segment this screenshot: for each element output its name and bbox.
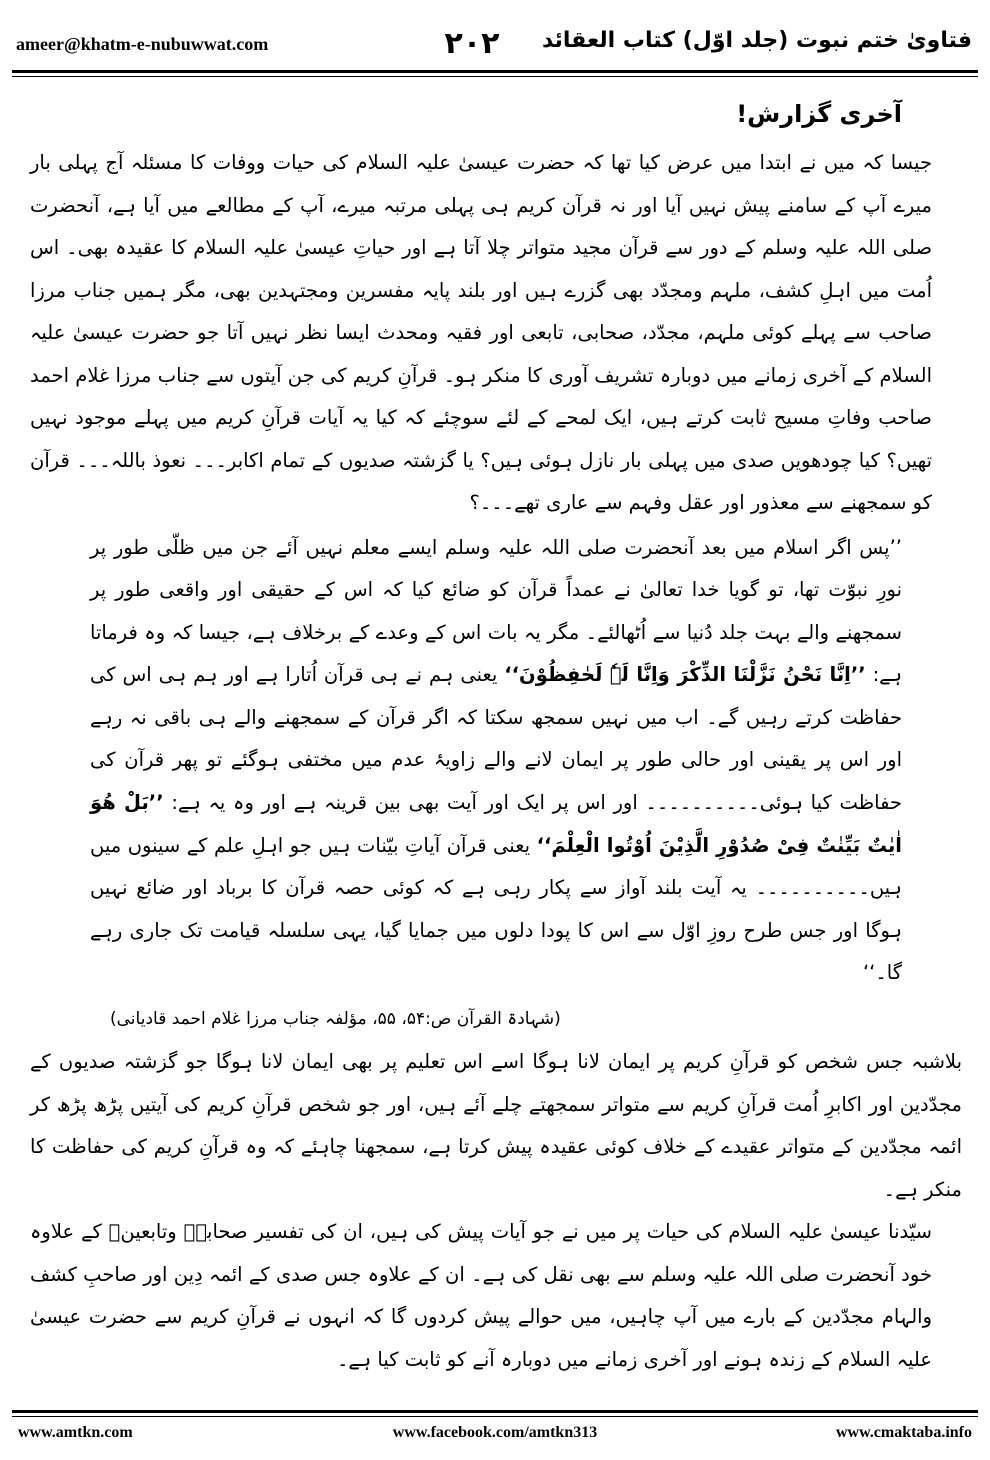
block-quote bbox=[90, 527, 902, 996]
header-rule-thick bbox=[12, 70, 978, 73]
paragraph-2: بلاشبہ جس شخص کو قرآنِ کریم پر ایمان لانا ہوگا اسے اس تعلیم پر بھی ایمان لانا ہوگا جو گزشتہ صدیوں کے مجدّدین اور اکابرِ اُمت قرآنِ کریم سے متواتر سمجھتے چلے آئے ہیں، اور جو شخص قرآنِ کریم کی آیتیں پڑھ پڑھ کر ائمہ مجدّدین کے متواتر عقیدے کے خلاف کوئی عقیدہ پیش کرتا ہے، سمجھنا چاہئے کہ وہ قرآنِ کریم کی حفاظت کا منکر ہے۔ bbox=[30, 1050, 962, 1201]
quote-arabic-2: ’’بَلْ ھُوَ اٰیٰتٌ بَیِّنٰتٌ فِیْ صُدُوْرِ الَّذِیْنَ اُوْتُوا الْعِلْمَ‘‘ bbox=[90, 791, 902, 857]
section-heading: آخری گزارش! bbox=[736, 100, 902, 128]
footer-rule-thin bbox=[12, 1416, 978, 1417]
quote-text-3: یعنی قرآن آیاتِ بیّنات ہیں جو اہلِ علم کے سینوں میں ہیں۔۔۔۔۔۔۔۔۔۔ یہ آیت بلند آواز سے پکار رہی ہے کہ کوئی حصہ قرآن کا برباد اور ضائع نہیں ہوگا اور جس طرح روزِ اوّل سے اس کا پودا دلوں میں جمایا گیا، یہی سلسلہ قیامت تک جاری رہے گا۔‘‘ bbox=[90, 833, 902, 985]
quote-text-1: ’’پس اگر اسلام میں بعد آنحضرت صلی اللہ علیہ وسلم ایسے معلم نہیں آئے جن میں ظلّی طور پر نورِ نبوّت تھا، تو گویا خدا تعالیٰ نے عمداً قرآن کو ضائع کیا کہ اس کے حقیقی اور واقعی طور پر سمجھنے والے بہت جلد دُنیا سے اُٹھالئے۔ مگر یہ بات اس کے وعدے کے برخلاف ہے، جیسا کہ وہ فرماتا ہے: bbox=[90, 535, 903, 687]
paragraph-1: جیسا کہ میں نے ابتدا میں عرض کیا تھا کہ حضرت عیسیٰ علیہ السلام کی حیات ووفات کا مسئلہ آج پہلی بار میرے آپ کے سامنے پیش نہیں آیا اور نہ قرآن کریم ہی پہلی مرتبہ میرے، آپ کے مطالعے میں آیا ہے، آنحضرت صلی اللہ علیہ وسلم کے دور سے قرآن مجید متواتر چلا آتا ہے اور حیاتِ عیسیٰ علیہ السلام کا عقیدہ بھی۔ اس اُمت میں اہلِ کشف، ملہم ومجدّد بھی گزرے ہیں اور بلند پایہ مفسرین ومجتہدین بھی، مگر ہمیں جناب مرزا صاحب سے پہلے کوئی ملہم، مجدّد، صحابی، تابعی اور فقیہ ومحدث ایسا نظر نہیں آتا جو حضرت عیسیٰ علیہ السلام کے آخری زمانے میں دوبارہ تشریف آوری کا منکر ہو۔ قرآنِ کریم کی جن آیتوں سے جناب مرزا غلام احمد صاحب وفاتِ مسیح ثابت کرتے ہیں، ایک لمحے کے لئے سوچئے کہ کیا یہ آیات قرآنِ کریم میں پہلے موجود نہیں تھیں؟ کیا چودھویں صدی میں پہلی بار نازل ہوئی ہیں؟ یا گزشتہ صدیوں کے تمام اکابر۔۔۔ نعوذ باللہ۔۔۔ قرآن کو سمجھنے سے معذور اور عقل وفہم سے عاری تھے۔۔۔؟ bbox=[30, 151, 932, 514]
page-body bbox=[30, 88, 962, 1381]
footer-rule-thick bbox=[12, 1410, 978, 1413]
footer-link-amtkn[interactable]: www.amtkn.com bbox=[18, 1424, 133, 1441]
quote-citation: (شہادۃ القرآن ص:۵۴، ۵۵، مؤلفہ جناب مرزا غلام احمد قادیانی) bbox=[110, 1009, 561, 1030]
page-footer bbox=[12, 1424, 978, 1448]
header-rule-thin bbox=[12, 76, 978, 77]
book-title: فتاویٰ ختم نبوت (جلد اوّل) کتاب العقائد bbox=[541, 28, 972, 53]
page-number: ۲۰۲ bbox=[444, 26, 500, 61]
quote-text-2: یعنی ہم نے ہی قرآن اُتارا ہے اور ہم ہی اس کی حفاظت کرتے رہیں گے۔ اب میں نہیں سمجھ سکتا کہ اگر قرآن کے سمجھنے والے ہی باقی نہ رہے اور اس پر یقینی اور حالی طور پر ایمان لانے والے زاویۂ عدم میں مختفی ہوگئے تو پھر قرآن کی حفاظت کیا ہوئی۔۔۔۔۔۔۔۔۔۔ اور اس پر ایک اور آیت بھی بین قرینہ ہے اور وہ یہ ہے: bbox=[90, 663, 903, 815]
footer-link-cmaktaba[interactable]: www.cmaktaba.info bbox=[835, 1424, 972, 1441]
footer-link-facebook[interactable]: www.facebook.com/amtkn313 bbox=[392, 1424, 598, 1441]
paragraph-3: سیّدنا عیسیٰ علیہ السلام کی حیات پر میں نے جو آیات پیش کی ہیں، ان کی تفسیر صحابہؓ وتابعینؒ کے علاوہ خود آنحضرت صلی اللہ علیہ وسلم سے بھی نقل کی ہے۔ ان کے علاوہ جس صدی کے ائمہ دِین اور صاحبِ کشف والہام مجدّدین کے بارے میں آپ چاہیں، میں حوالے پیش کردوں گا کہ انہوں نے قرآنِ کریم سے حضرت عیسیٰ علیہ السلام کے زندہ ہونے اور آخری زمانے میں دوبارہ آنے کو ثابت کیا ہے۔ bbox=[30, 1220, 932, 1371]
header-email[interactable]: ameer@khatm-e-nubuwwat.com bbox=[16, 34, 269, 54]
page-header bbox=[12, 22, 978, 68]
quote-arabic-1: ’’اِنَّا نَحْنُ نَزَّلْنَا الذِّکْرَ وَاِنَّا لَہٗ لَحٰفِظُوْنَ‘‘ bbox=[504, 663, 866, 687]
